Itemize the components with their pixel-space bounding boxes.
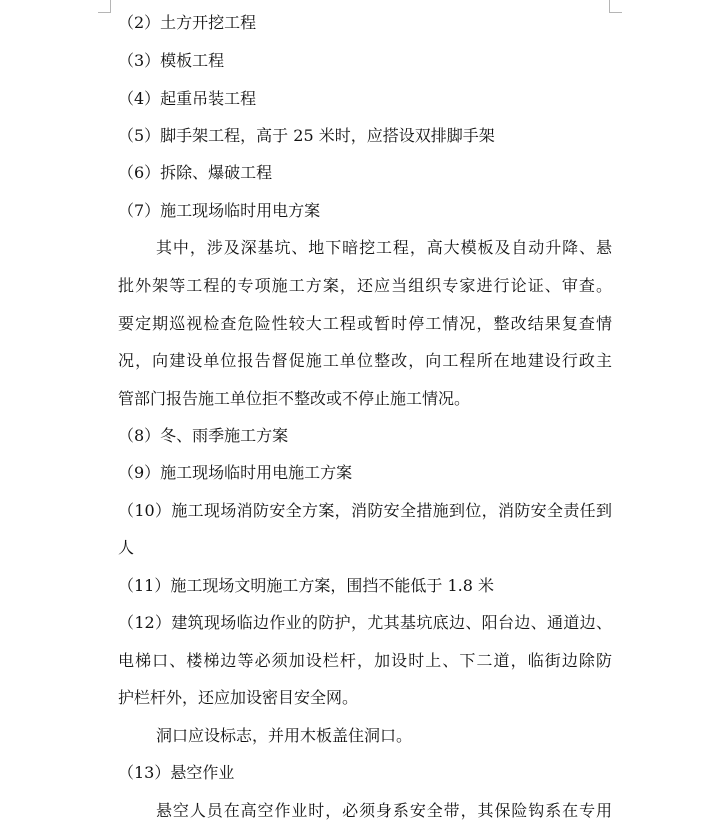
item-9-line: （9）施工现场临时用电施工方案 xyxy=(118,463,353,482)
paragraph-line: 况，向建设单位报告督促施工单位整改，向工程所在地建设行政主 xyxy=(118,351,612,370)
crop-mark-left xyxy=(98,0,111,13)
paragraph-line: 管部门报告施工单位拒不整改或不停止施工情况。 xyxy=(118,389,471,408)
item-6-line: （6）拆除、爆破工程 xyxy=(118,163,273,182)
item-2-line: （2）土方开挖工程 xyxy=(118,13,257,32)
item-12-line: 护栏杆外，还应加设密目安全网。 xyxy=(118,688,359,707)
paragraph-line: 其中，涉及深基坑、地下暗挖工程，高大模板及自动升降、悬 xyxy=(156,238,612,257)
item-11-line: （11）施工现场文明施工方案，围挡不能低于 1.8 米 xyxy=(118,576,494,595)
item-7-line: （7）施工现场临时用电方案 xyxy=(118,201,321,220)
item-12-line: 电梯口、楼梯边等必须加设栏杆，加设时上、下二道，临街边除防 xyxy=(118,651,612,670)
item-12-line: （12）建筑现场临边作业的防护，尤其基坑底边、阳台边、通道边、 xyxy=(118,613,612,632)
item-4-line: （4）起重吊装工程 xyxy=(118,89,257,108)
item-8-line: （8）冬、雨季施工方案 xyxy=(118,426,289,445)
paragraph-line: 批外架等工程的专项施工方案，还应当组织专家进行论证、审查。 xyxy=(118,276,612,295)
item-10-continuation: 人 xyxy=(118,538,135,557)
paragraph-line: 要定期巡视检查危险性较大工程或暂时停工情况，整改结果复查情 xyxy=(118,314,612,333)
indented-line: 洞口应设标志，并用木板盖住洞口。 xyxy=(156,726,413,745)
item-5-line: （5）脚手架工程，高于 25 米时，应搭设双排脚手架 xyxy=(118,126,495,145)
indented-line: 悬空人员在高空作业时，必须身系安全带，其保险钩系在专用 xyxy=(156,801,612,820)
item-10-line: （10）施工现场消防安全方案，消防安全措施到位，消防安全责任到 xyxy=(118,501,612,520)
item-13-line: （13）悬空作业 xyxy=(118,763,235,782)
item-3-line: （3）模板工程 xyxy=(118,51,225,70)
